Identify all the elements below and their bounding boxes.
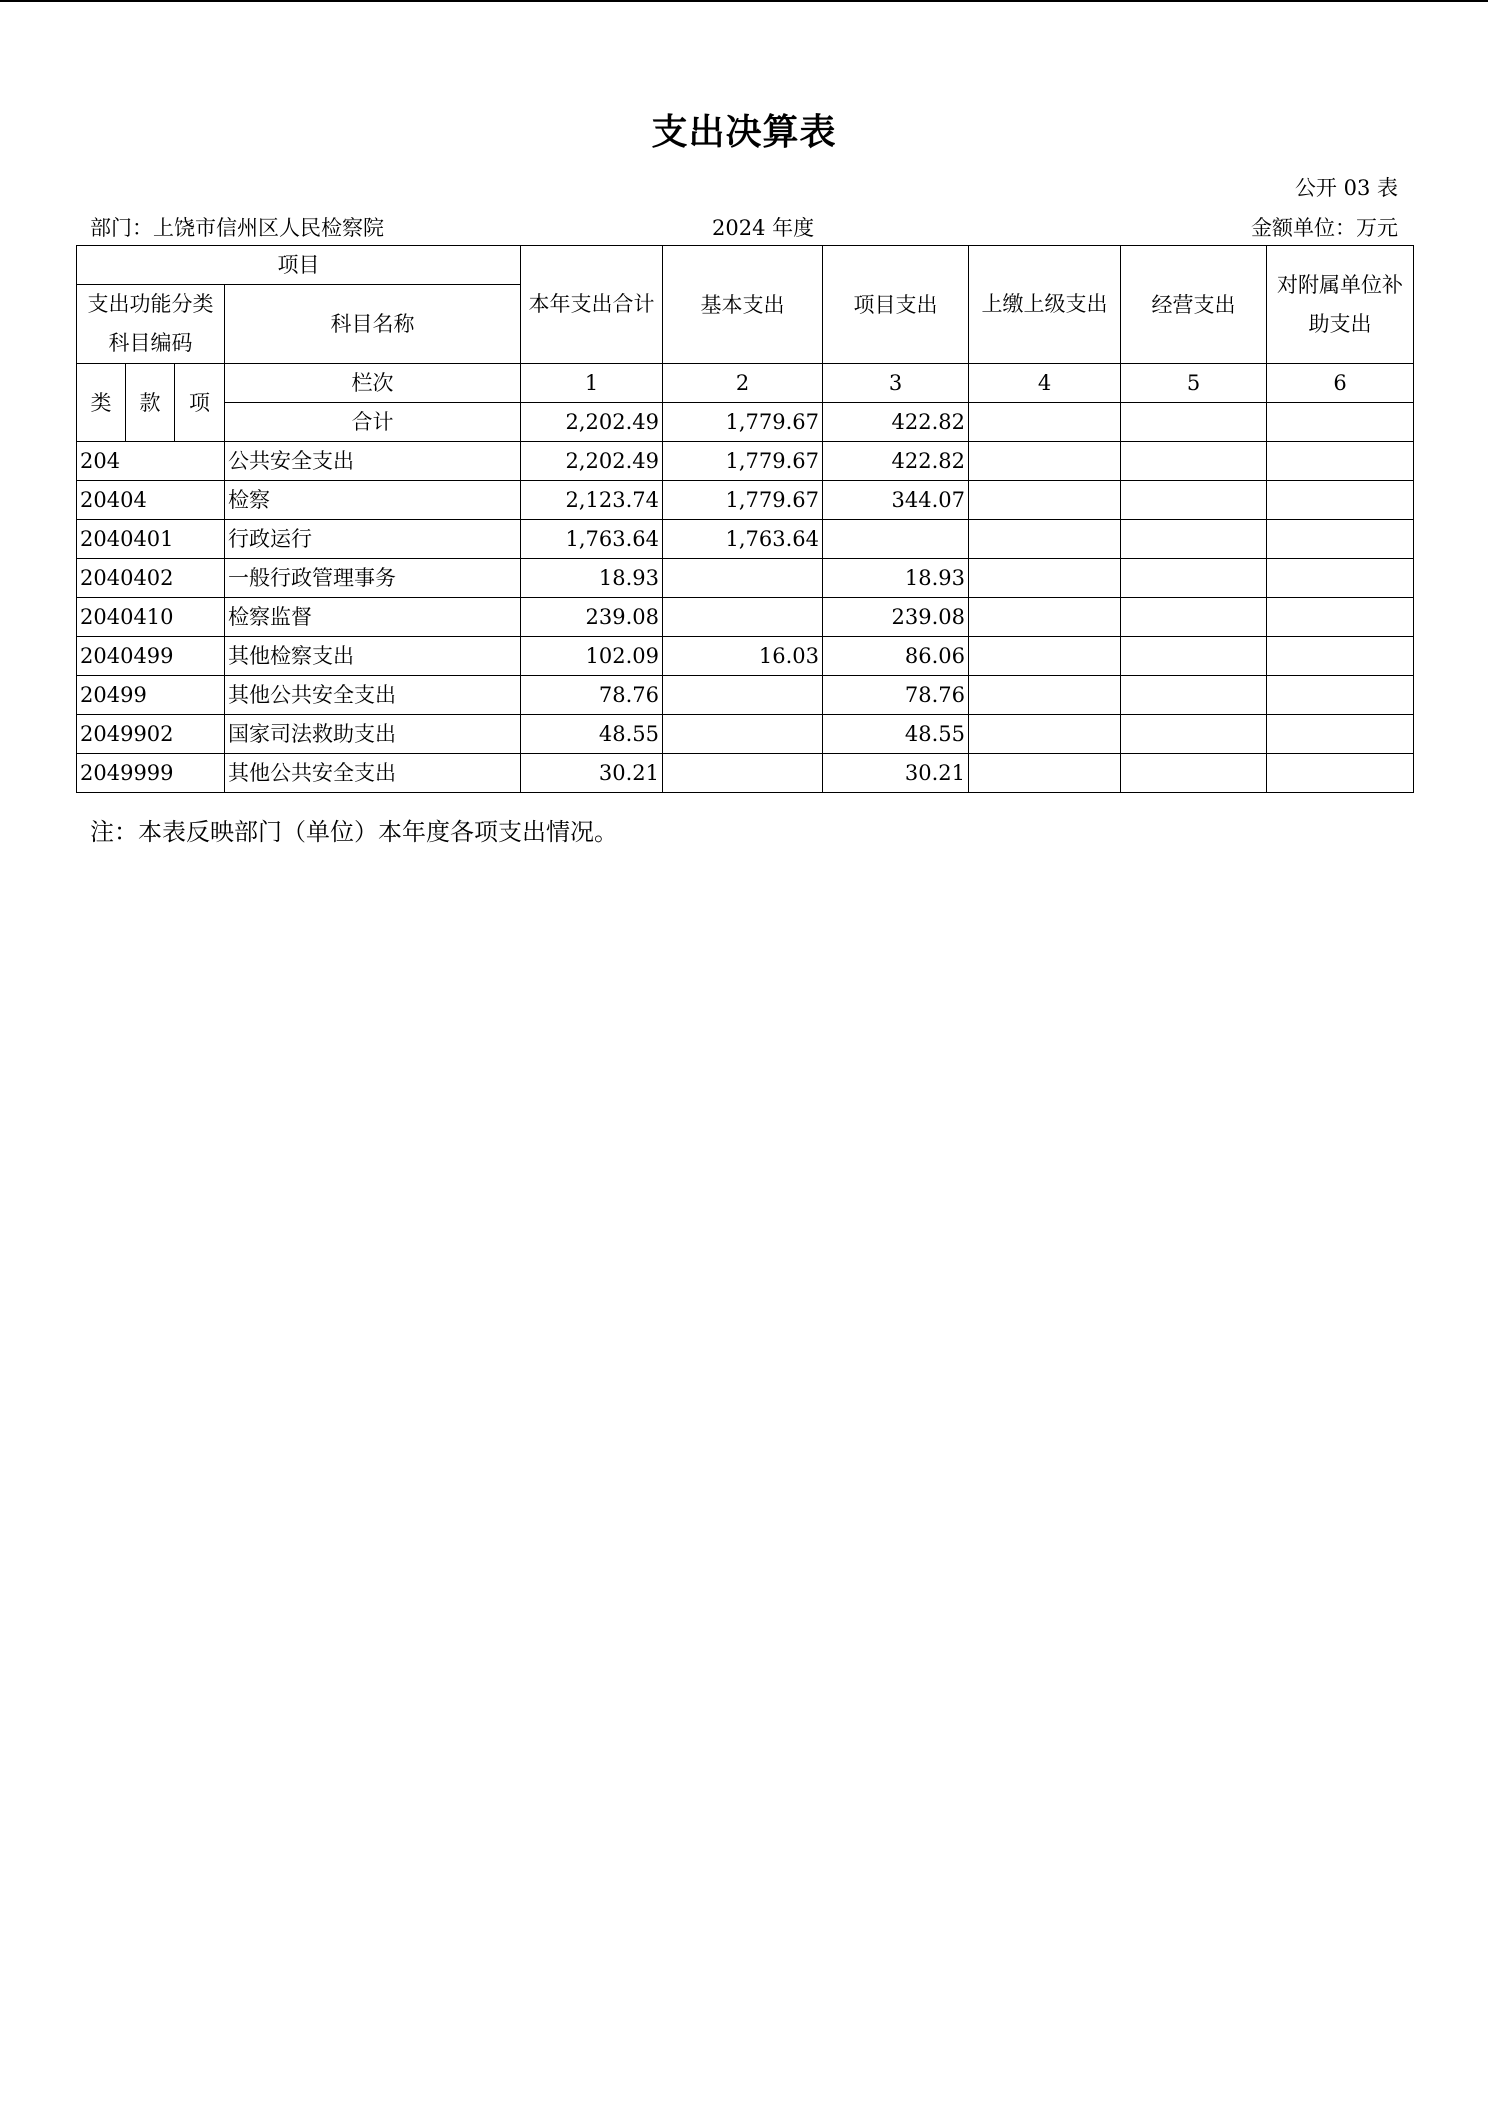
row-project [823,520,969,559]
row-basic [663,754,823,793]
row-business [1121,598,1267,637]
header-xiang: 项 [175,364,225,442]
row-name: 检察 [225,481,521,520]
row-remit [969,559,1121,598]
row-total: 30.21 [521,754,663,793]
row-business [1121,481,1267,520]
row-subsidy [1267,598,1414,637]
row-total: 2,123.74 [521,481,663,520]
header-kuan: 款 [126,364,175,442]
row-name: 公共安全支出 [225,442,521,481]
row-project: 422.82 [823,442,969,481]
row-project: 86.06 [823,637,969,676]
total-cell-remit [969,403,1121,442]
header-row-project [77,246,1414,285]
row-total: 78.76 [521,676,663,715]
header-project: 项目 [77,246,521,285]
row-total: 18.93 [521,559,663,598]
row-code: 20499 [77,676,225,715]
row-basic: 1,779.67 [663,481,823,520]
row-subsidy [1267,637,1414,676]
row-name: 其他公共安全支出 [225,676,521,715]
table-note: 注：本表反映部门（单位）本年度各项支出情况。 [90,818,618,846]
row-total: 239.08 [521,598,663,637]
total-cell-subsidy [1267,403,1414,442]
row-name: 国家司法救助支出 [225,715,521,754]
row-business [1121,637,1267,676]
row-remit [969,598,1121,637]
total-label: 合计 [225,403,521,442]
page-title: 支出决算表 [651,111,837,153]
col-number: 1 [521,364,663,403]
row-name: 行政运行 [225,520,521,559]
row-basic: 1,763.64 [663,520,823,559]
row-code: 204 [77,442,225,481]
table-row [77,754,1414,793]
header-subject-name: 科目名称 [225,285,521,364]
row-code: 2040401 [77,520,225,559]
header-project-expenditure: 项目支出 [823,246,969,364]
row-subsidy [1267,559,1414,598]
row-remit [969,637,1121,676]
col-number: 3 [823,364,969,403]
row-subsidy [1267,520,1414,559]
department-label: 部门：上饶市信州区人民检察院 [90,216,384,240]
table-row [77,442,1414,481]
row-total: 48.55 [521,715,663,754]
expenditure-table [76,245,1414,793]
row-business [1121,520,1267,559]
header-row-col-numbers [77,364,1414,403]
form-number: 公开 03 表 [1294,176,1398,200]
header-lei: 类 [77,364,126,442]
row-project: 18.93 [823,559,969,598]
header-total: 本年支出合计 [521,246,663,364]
row-basic [663,598,823,637]
row-business [1121,676,1267,715]
row-business [1121,715,1267,754]
col-number: 6 [1267,364,1414,403]
header-subsidy: 对附属单位补助支出 [1267,246,1414,364]
row-project: 344.07 [823,481,969,520]
row-business [1121,559,1267,598]
header-basic: 基本支出 [663,246,823,364]
row-subsidy [1267,481,1414,520]
row-name: 其他检察支出 [225,637,521,676]
col-number: 5 [1121,364,1267,403]
row-total: 2,202.49 [521,442,663,481]
table-row [77,598,1414,637]
row-business [1121,754,1267,793]
row-remit [969,481,1121,520]
row-basic [663,676,823,715]
row-business [1121,442,1267,481]
row-remit [969,520,1121,559]
total-cell-project: 422.82 [823,403,969,442]
table-row [77,715,1414,754]
row-project: 239.08 [823,598,969,637]
row-subsidy [1267,754,1414,793]
header-remit: 上缴上级支出 [969,246,1121,364]
row-subsidy [1267,715,1414,754]
row-basic [663,715,823,754]
row-basic: 16.03 [663,637,823,676]
meta-row [90,212,1398,242]
row-remit [969,715,1121,754]
table-row [77,481,1414,520]
col-number: 2 [663,364,823,403]
row-code: 2040402 [77,559,225,598]
year-label: 2024 年度 [712,216,815,240]
row-total: 1,763.64 [521,520,663,559]
row-name: 其他公共安全支出 [225,754,521,793]
row-code: 2049999 [77,754,225,793]
row-basic [663,559,823,598]
table-row [77,676,1414,715]
row-subsidy [1267,676,1414,715]
header-func-code: 支出功能分类科目编码 [77,285,225,364]
row-project: 78.76 [823,676,969,715]
row-code: 2040499 [77,637,225,676]
unit-label: 金额单位：万元 [1251,216,1398,240]
col-number: 4 [969,364,1121,403]
table-row [77,559,1414,598]
total-row [77,403,1414,442]
row-remit [969,754,1121,793]
row-remit [969,676,1121,715]
row-project: 48.55 [823,715,969,754]
row-subsidy [1267,442,1414,481]
row-total: 102.09 [521,637,663,676]
row-code: 2040410 [77,598,225,637]
header-business: 经营支出 [1121,246,1267,364]
row-name: 检察监督 [225,598,521,637]
header-col-label: 栏次 [225,364,521,403]
total-cell-total: 2,202.49 [521,403,663,442]
row-code: 2049902 [77,715,225,754]
row-project: 30.21 [823,754,969,793]
total-cell-business [1121,403,1267,442]
row-code: 20404 [77,481,225,520]
row-basic: 1,779.67 [663,442,823,481]
table-row [77,637,1414,676]
top-border-line [0,0,1488,2]
table-row [77,520,1414,559]
total-cell-basic: 1,779.67 [663,403,823,442]
row-name: 一般行政管理事务 [225,559,521,598]
row-remit [969,442,1121,481]
